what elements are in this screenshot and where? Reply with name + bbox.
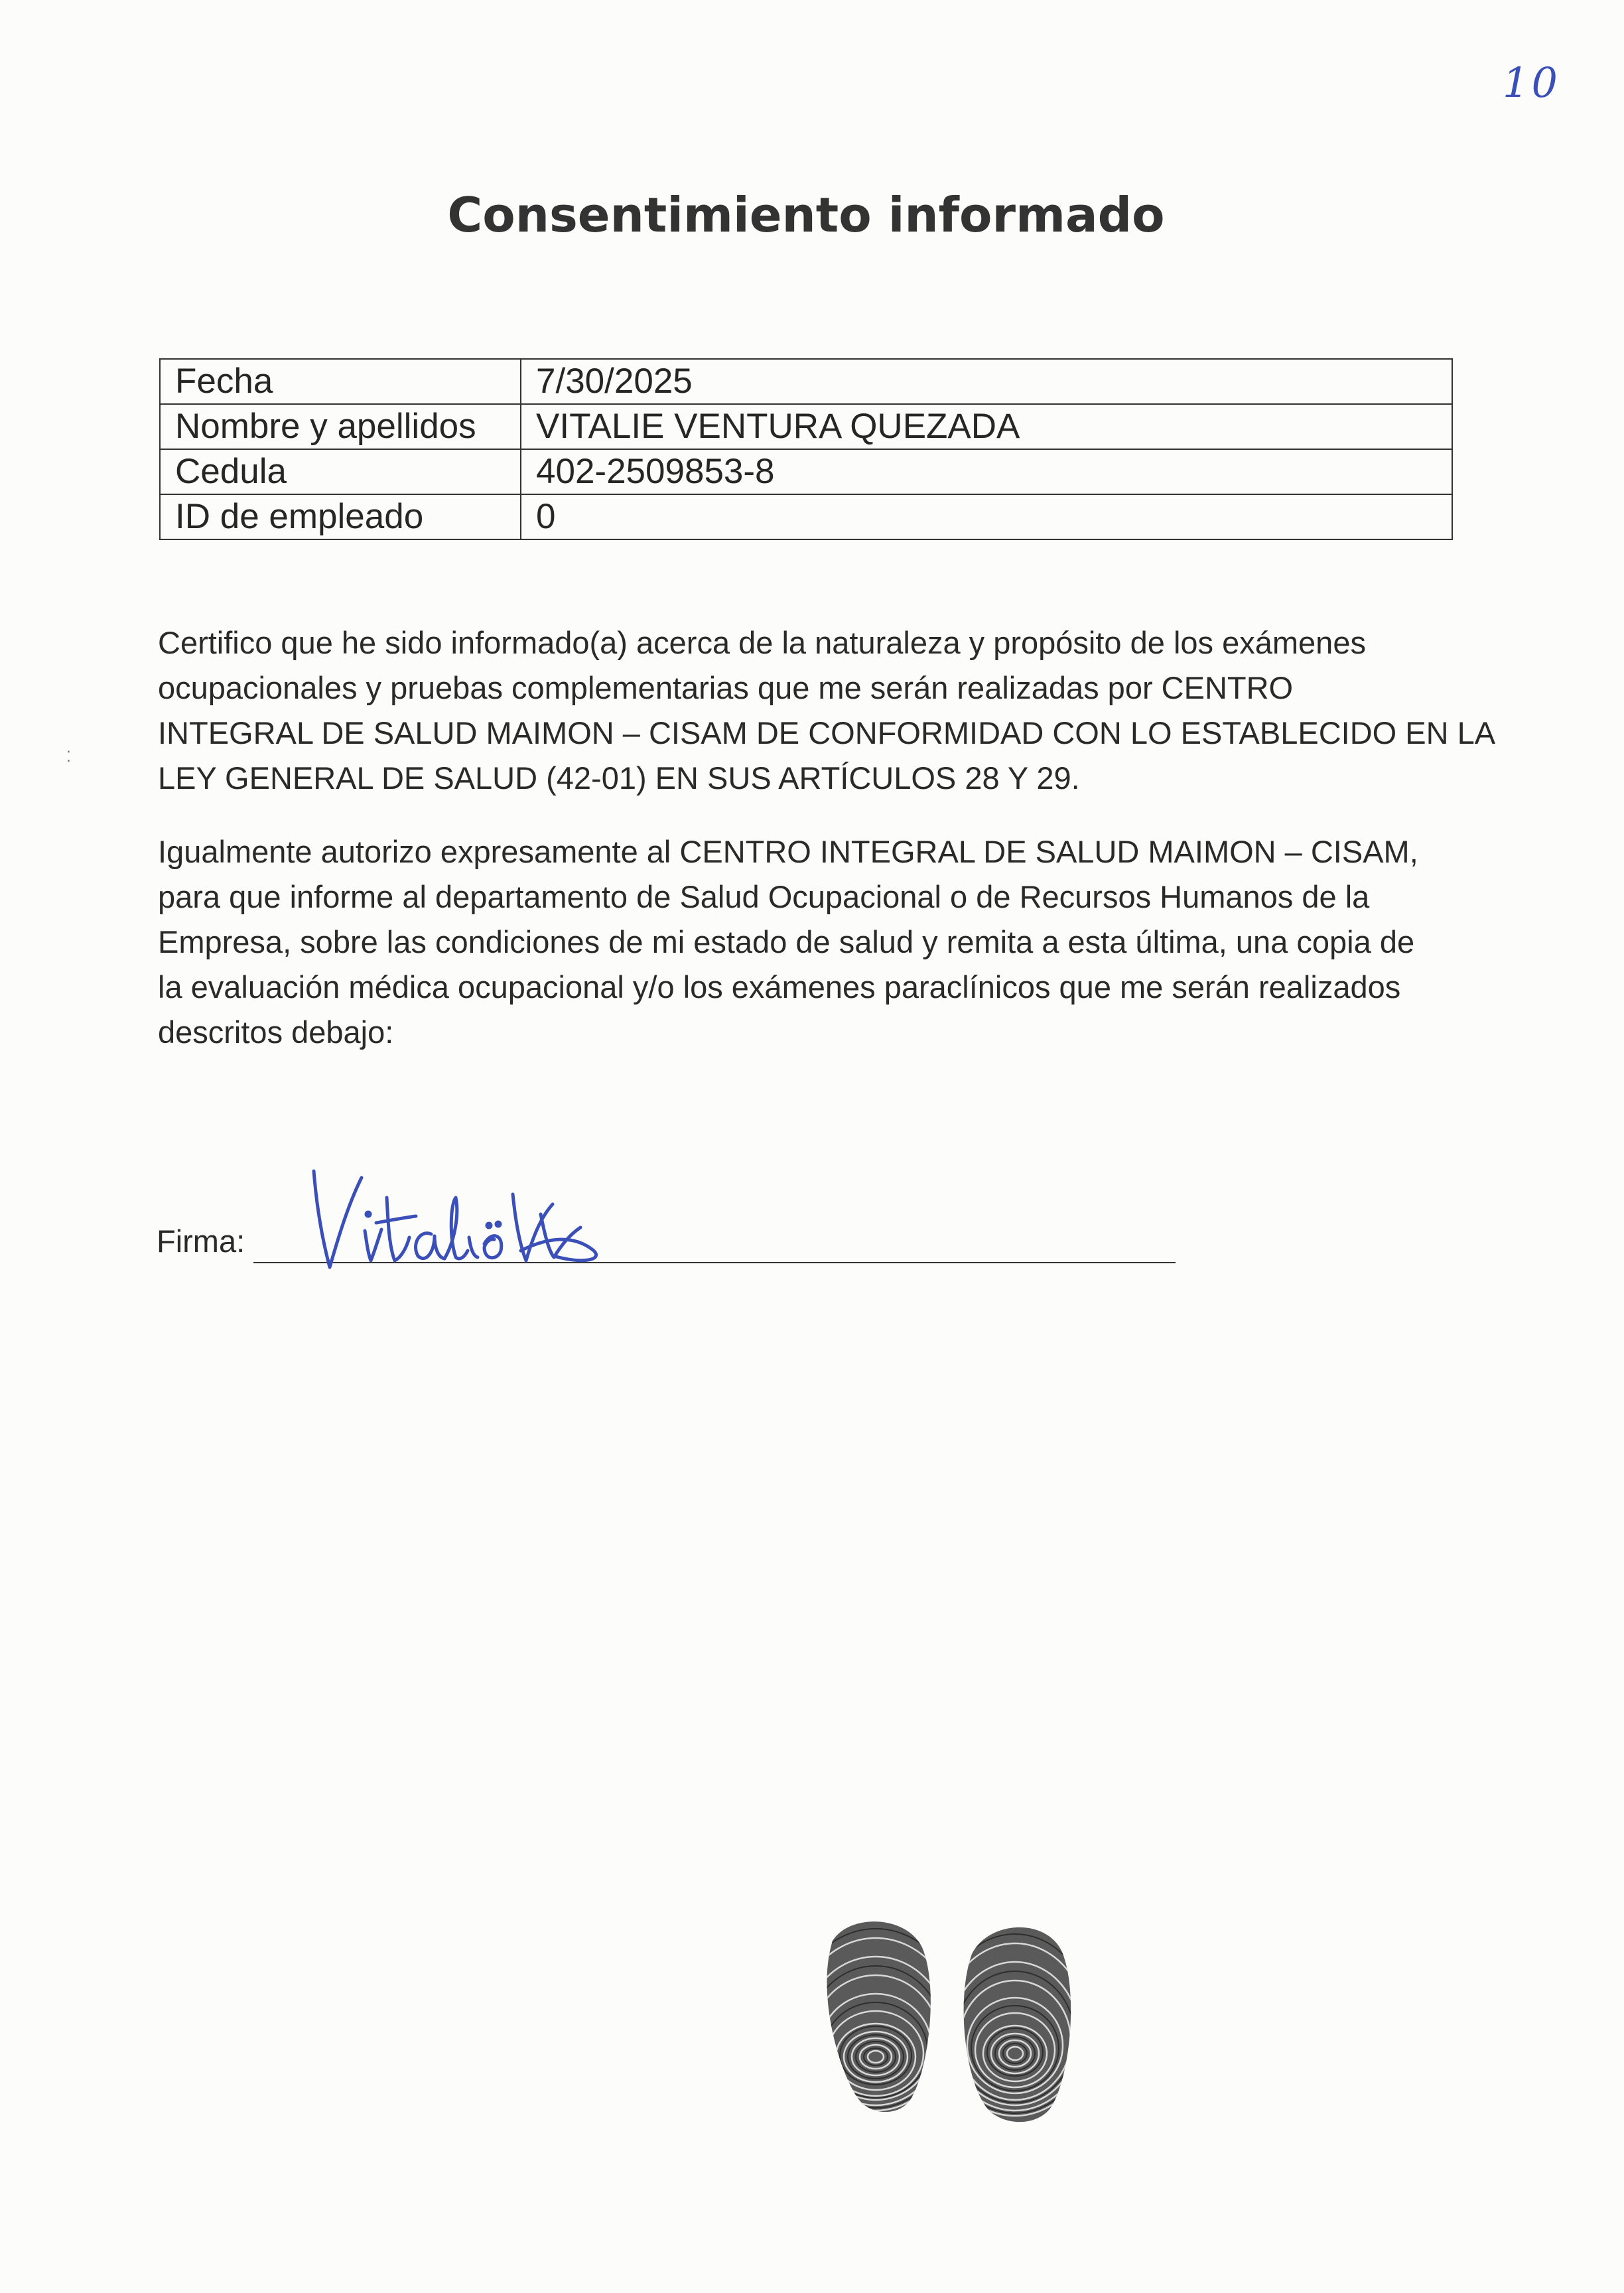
cedula-label: Cedula — [160, 449, 521, 494]
page-title: Consentimiento informado — [447, 187, 1165, 243]
fingerprint-icon — [813, 1914, 1098, 2133]
firma-label: Firma: — [157, 1223, 245, 1259]
paragraph-line: la evaluación médica ocupacional y/o los exámenes paraclínicos que me serán realizados — [158, 969, 1401, 1005]
paragraph-line: Empresa, sobre las condiciones de mi estado de salud y remita a esta última, una copia de — [158, 924, 1415, 959]
paragraph-line: Igualmente autorizo expresamente al CENTRO INTEGRAL DE SALUD MAIMON – CISAM, — [158, 834, 1418, 869]
info-table — [159, 358, 1453, 540]
page-number: 10 — [1503, 58, 1560, 107]
cedula-value: 402-2509853-8 — [521, 449, 1452, 494]
id-empleado-value: 0 — [521, 494, 1452, 539]
paragraph-line: descritos debajo: — [158, 1014, 394, 1050]
certification-paragraph — [158, 620, 1496, 801]
table-row — [160, 494, 1452, 539]
paragraph-line: ocupacionales y pruebas complementarias que me serán realizadas por CENTRO — [158, 670, 1294, 705]
scan-speck: ⁚ — [66, 748, 71, 765]
fecha-value: 7/30/2025 — [521, 359, 1452, 404]
handwritten-signature — [302, 1151, 620, 1277]
authorization-paragraph — [158, 829, 1458, 1055]
nombre-label: Nombre y apellidos — [160, 404, 521, 449]
table-row — [160, 404, 1452, 449]
table-row — [160, 359, 1452, 404]
id-empleado-label: ID de empleado — [160, 494, 521, 539]
table-row — [160, 449, 1452, 494]
paragraph-line: para que informe al departamento de Salud Ocupacional o de Recursos Humanos de la — [158, 879, 1370, 914]
fecha-label: Fecha — [160, 359, 521, 404]
nombre-value: VITALIE VENTURA QUEZADA — [521, 404, 1452, 449]
paragraph-line: INTEGRAL DE SALUD MAIMON – CISAM DE CONFORMIDAD CON LO ESTABLECIDO EN LA — [158, 715, 1496, 750]
paragraph-line: LEY GENERAL DE SALUD (42-01) EN SUS ARTÍCULOS 28 Y 29. — [158, 760, 1080, 796]
paragraph-line: Certifico que he sido informado(a) acerca de la naturaleza y propósito de los exámenes — [158, 625, 1366, 660]
